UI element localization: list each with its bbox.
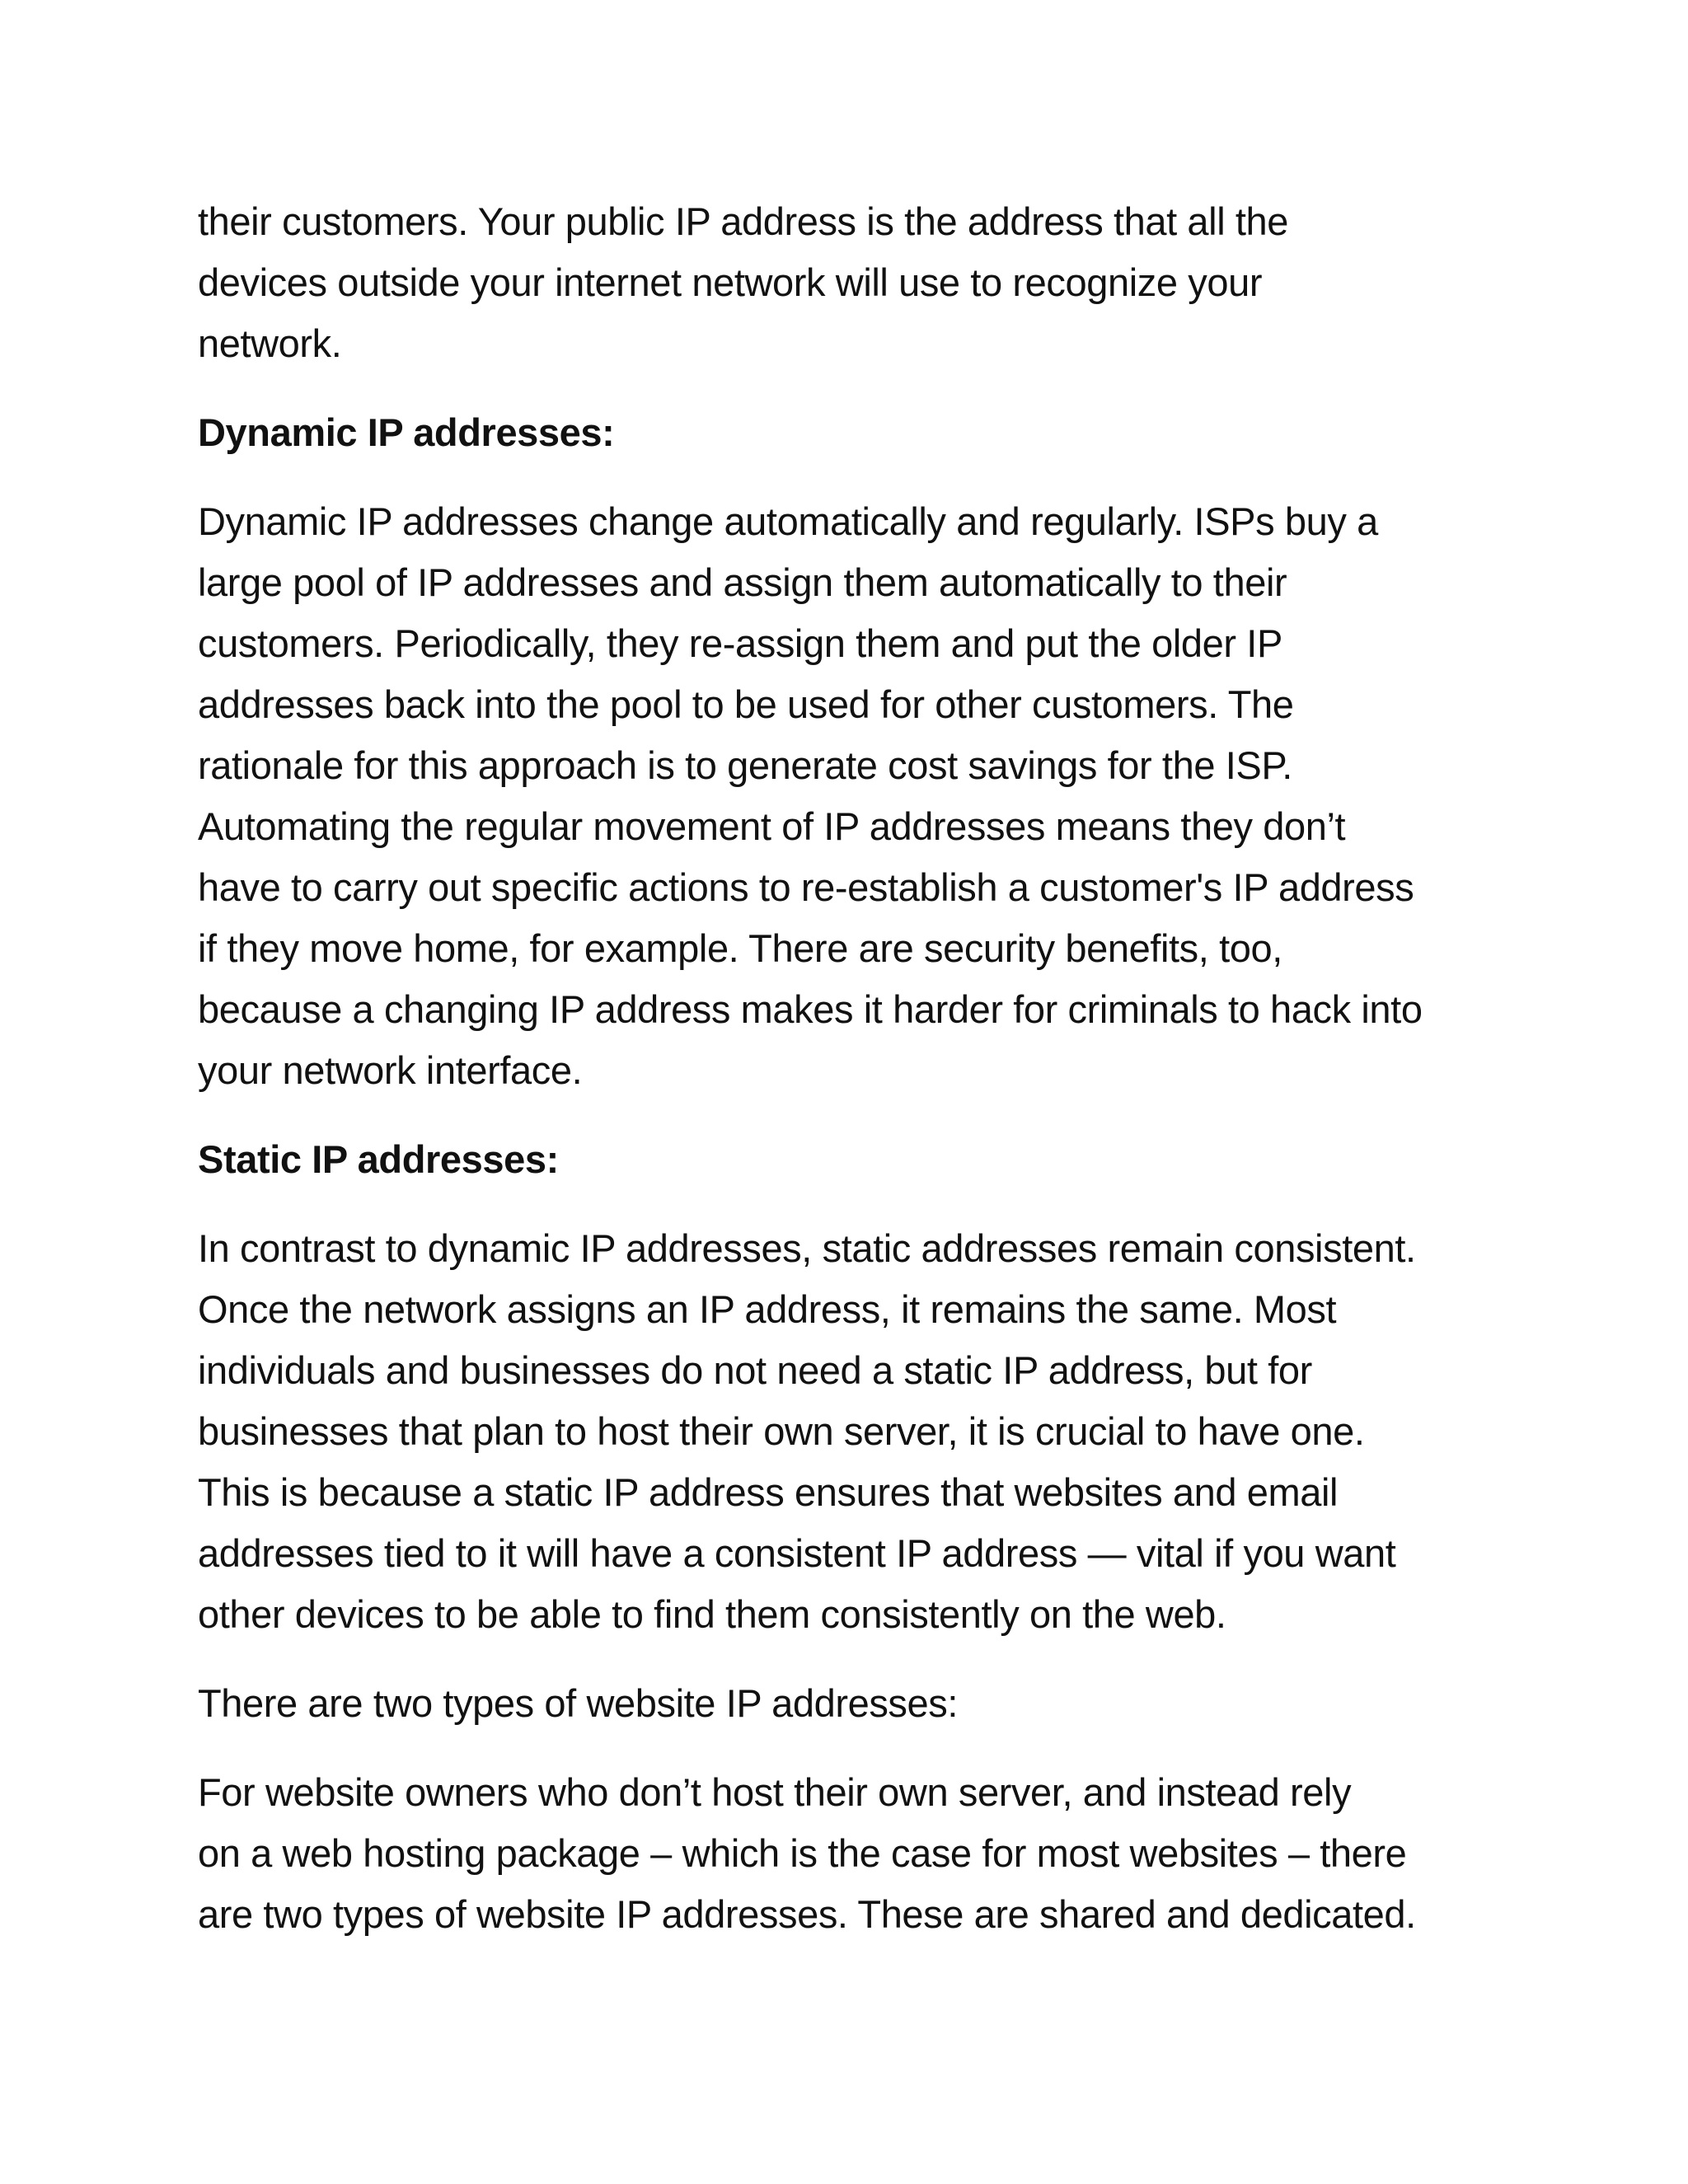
text-line: This is because a static IP address ensures that websites and email — [198, 1470, 1339, 1514]
text-line: customers. Periodically, they re-assign them and put the older IP — [198, 621, 1282, 665]
text-line: your network interface. — [198, 1048, 583, 1092]
text-line: individuals and businesses do not need a static IP address, but for — [198, 1348, 1312, 1392]
website-types-intro — [198, 1673, 1500, 1734]
text-line: are two types of website IP addresses. These are shared and dedicated. — [198, 1892, 1416, 1936]
text-line: have to carry out specific actions to re-establish a customer's IP address — [198, 865, 1414, 909]
text-line: on a web hosting package – which is the case for most websites – there — [198, 1831, 1407, 1875]
dynamic-ip-heading — [198, 402, 1500, 463]
text-line: large pool of IP addresses and assign them automatically to their — [198, 560, 1287, 604]
text-line: Automating the regular movement of IP addresses means they don’t — [198, 804, 1346, 848]
text-line: businesses that plan to host their own server, it is crucial to have one. — [198, 1409, 1365, 1453]
text-line: because a changing IP address makes it harder for criminals to hack into — [198, 987, 1423, 1031]
document-body — [198, 191, 1500, 1945]
text-line: other devices to be able to find them consistently on the web. — [198, 1592, 1226, 1636]
text-line: In contrast to dynamic IP addresses, static addresses remain consistent. — [198, 1226, 1416, 1270]
text-line: addresses back into the pool to be used for other customers. The — [198, 682, 1294, 726]
text-line: network. — [198, 321, 342, 365]
text-line: Once the network assigns an IP address, it remains the same. Most — [198, 1287, 1337, 1331]
text-line: if they move home, for example. There are security benefits, too, — [198, 926, 1282, 970]
text-line: For website owners who don’t host their own server, and instead rely — [198, 1770, 1352, 1814]
text-line: their customers. Your public IP address is the address that all the — [198, 199, 1289, 243]
heading-text: Dynamic IP addresses: — [198, 410, 615, 454]
intro-paragraph — [198, 191, 1500, 374]
dynamic-ip-paragraph — [198, 491, 1500, 1101]
static-ip-heading — [198, 1129, 1500, 1190]
text-line: Dynamic IP addresses change automatically and regularly. ISPs buy a — [198, 499, 1378, 543]
static-ip-paragraph — [198, 1218, 1500, 1645]
text-line: rationale for this approach is to generate cost savings for the ISP. — [198, 743, 1292, 787]
website-ip-paragraph — [198, 1762, 1500, 1945]
text-line: There are two types of website IP addresses: — [198, 1681, 959, 1725]
text-line: addresses tied to it will have a consistent IP address — vital if you want — [198, 1531, 1396, 1575]
heading-text: Static IP addresses: — [198, 1137, 559, 1181]
text-line: devices outside your internet network will use to recognize your — [198, 260, 1263, 304]
